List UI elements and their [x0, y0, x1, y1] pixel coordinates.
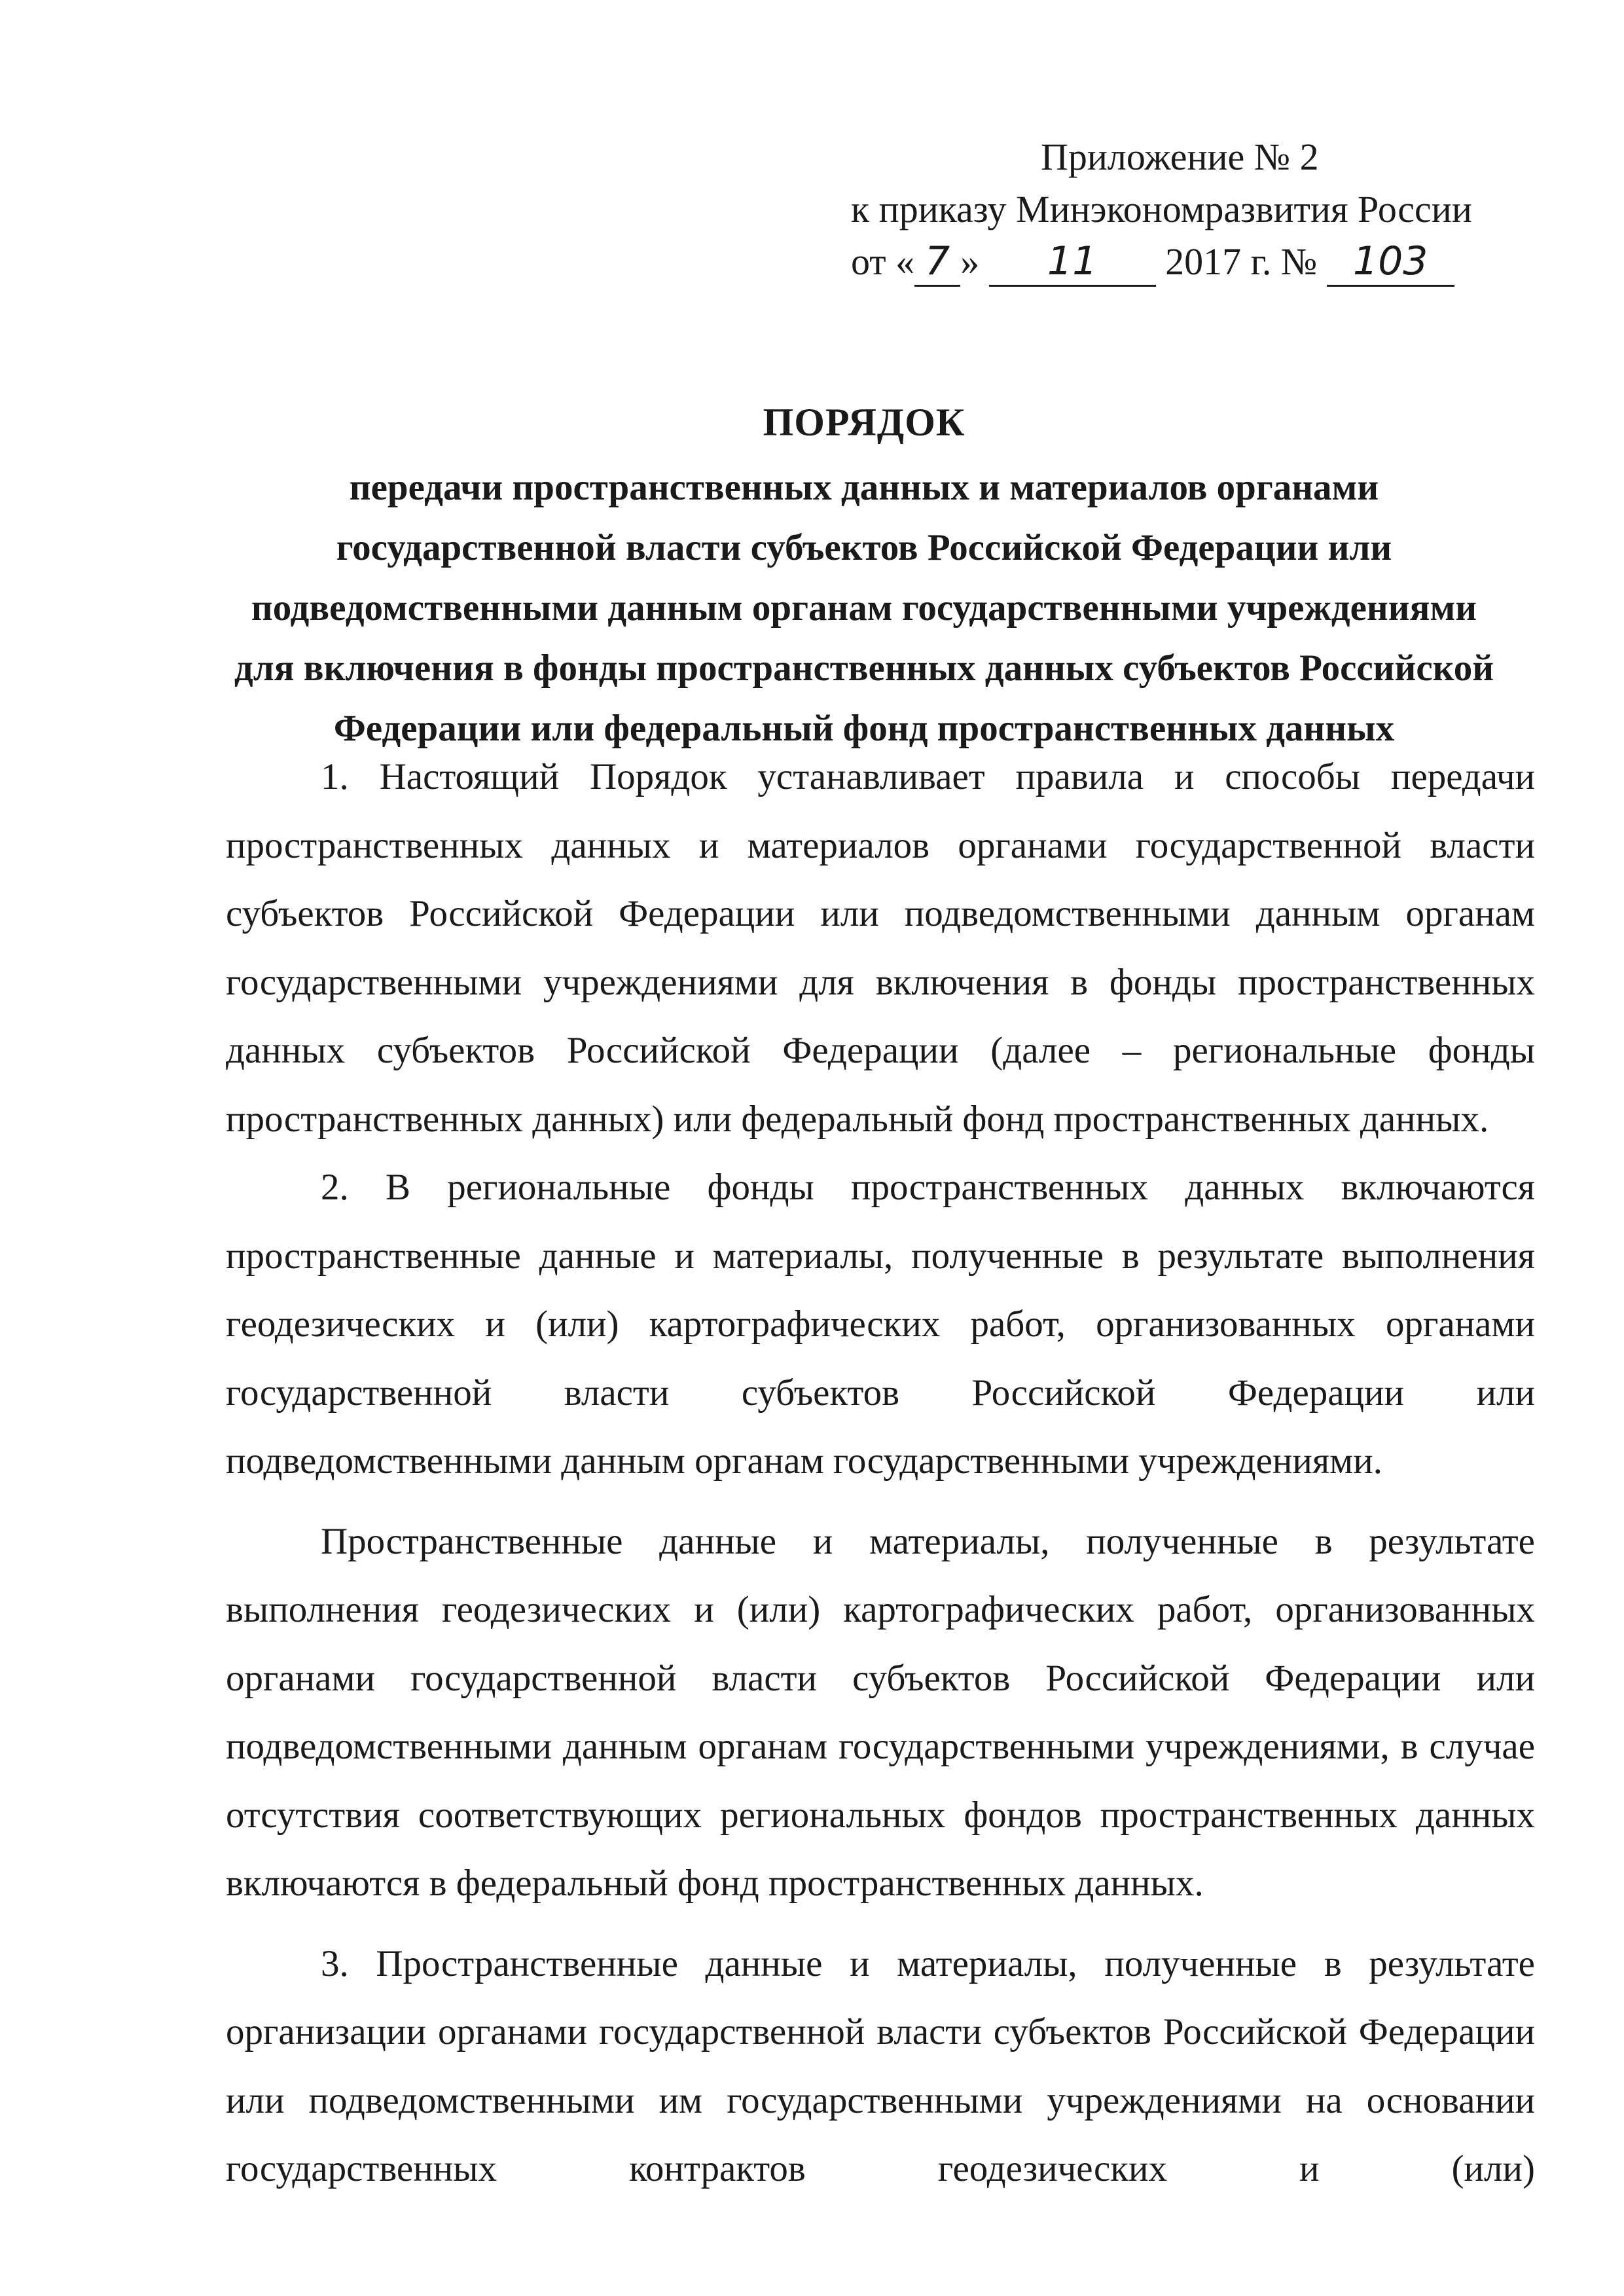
- title-line: Федерации или федеральный фонд пространственных данных: [333, 708, 1395, 749]
- date-mid: »: [960, 240, 980, 283]
- year-text: 2017 г. №: [1165, 240, 1318, 283]
- appendix-date-line: [851, 236, 1558, 288]
- handwritten-day: 7: [914, 242, 960, 287]
- title-line: государственной власти субъектов Российской Федерации или: [336, 527, 1392, 568]
- document-title: [196, 396, 1532, 759]
- title-line: подведомственными данным органам государственными учреждениями: [251, 587, 1477, 629]
- title-line: передачи пространственных данных и материалов органами: [349, 467, 1379, 508]
- paragraph-3: Пространственные данные и материалы, полученные в результате выполнения геодезических и (или) картографических работ, организованных органами государственной власти субъектов Российской Федерации или подведомственными данным органам государственными учреждениями, в случае отсутствия соответствующих региональных фондов пространственных данных включаются в федеральный фонд пространственных данных.: [226, 1520, 1535, 1904]
- appendix-title: Приложение № 2: [1041, 136, 1319, 178]
- handwritten-order-number: 103: [1327, 242, 1454, 287]
- title-heading: ПОРЯДОК: [763, 401, 965, 444]
- appendix-order-ref: к приказу Минэкономразвития России: [851, 188, 1472, 230]
- title-subtitle: [196, 458, 1532, 759]
- paragraph-2: 2. В региональные фонды пространственных данных включаются пространственные данные и материалы, полученные в результате выполнения геодезических и (или) картографических работ, организованных органами государственной власти субъектов Российской Федерации или подведомственными данным органам государственными учреждениями.: [226, 1167, 1535, 1482]
- appendix-header: [851, 131, 1558, 288]
- paragraph-1: 1. Настоящий Порядок устанавливает правила и способы передачи пространственных данных и материалов органами государственной власти субъектов Российской Федерации или подведомственными данным органам государственными учреждениями для включения в фонды пространственных данных субъектов Российской Федерации (далее – региональные фонды пространственных данных) или федеральный фонд пространственных данных.: [226, 756, 1535, 1140]
- date-prefix: от «: [851, 240, 915, 283]
- paragraph-4: 3. Пространственные данные и материалы, полученные в результате организации органами государственной власти субъектов Российской Федерации или подведомственными им государственными учреждениями на основании государственных контрактов геодезических и (или): [226, 1942, 1535, 2189]
- title-line: для включения в фонды пространственных данных субъектов Российской: [234, 647, 1494, 689]
- document-body: [226, 743, 1535, 2204]
- handwritten-month: 11: [989, 242, 1156, 287]
